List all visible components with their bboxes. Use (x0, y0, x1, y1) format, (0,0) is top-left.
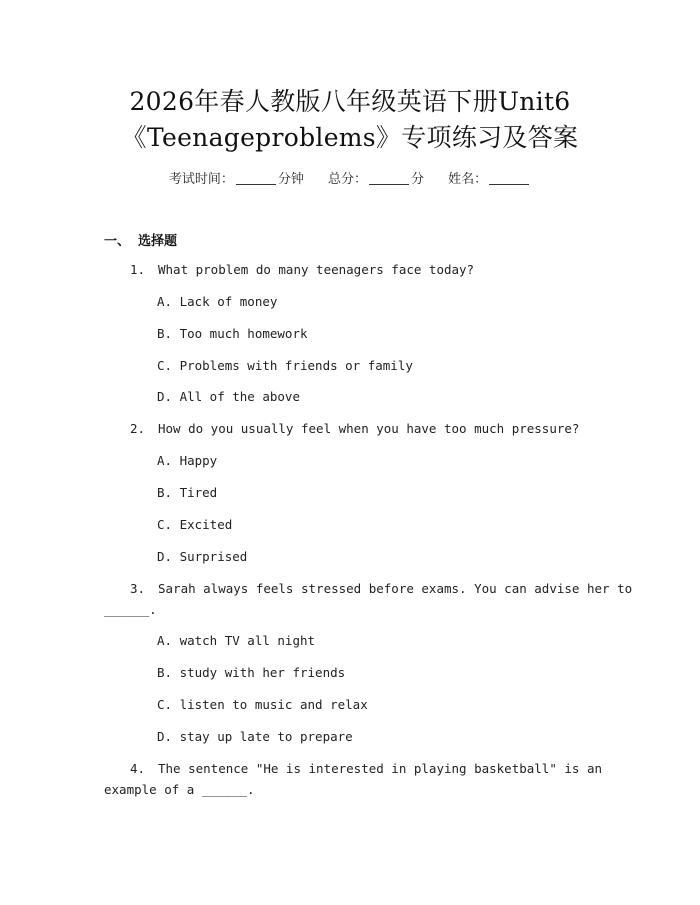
total-score-label: 总分： (327, 172, 367, 187)
exam-time-label: 考试时间： (168, 172, 234, 187)
option-1d: D. All of the above (157, 389, 300, 404)
option-1b: B. Too much homework (157, 326, 308, 341)
question-number: 1. (130, 262, 146, 277)
question-4-continuation: example of a ______. (104, 782, 255, 797)
section-number: 一、 (104, 234, 131, 249)
total-score-unit: 分 (411, 172, 425, 187)
option-1c: C. Problems with friends or family (157, 358, 413, 373)
total-score-blank (369, 172, 409, 185)
question-text: Sarah always feels stressed before exams. You can advise her to (158, 581, 633, 596)
page-title-line-1: 2026年春人教版八年级英语下册Unit6 (129, 87, 571, 116)
question-text: The sentence "He is interested in playing basketball" is an (158, 761, 603, 776)
page-title-line-2: 《Teenageproblems》专项练习及答案 (121, 123, 579, 152)
option-1a: A. Lack of money (157, 294, 278, 309)
question-3-continuation: ______. (104, 602, 157, 617)
exam-time-unit: 分钟 (277, 172, 304, 187)
question-2 (130, 421, 579, 437)
section-heading (104, 230, 177, 249)
question-number: 4. (130, 761, 146, 776)
name-blank (489, 172, 529, 185)
option-3b: B. study with her friends (157, 665, 346, 680)
exam-time-blank (236, 172, 276, 185)
name-label: 姓名： (448, 172, 488, 187)
question-3 (130, 581, 632, 597)
option-2c: C. Excited (157, 517, 233, 532)
option-2b: B. Tired (157, 485, 218, 500)
option-3d: D. stay up late to prepare (157, 729, 353, 744)
exam-time-field (169, 168, 304, 187)
question-1 (130, 262, 474, 278)
question-4 (130, 761, 602, 777)
question-number: 2. (130, 421, 146, 436)
option-2a: A. Happy (157, 453, 218, 468)
option-2d: D. Surprised (157, 549, 248, 564)
exam-info-row (0, 168, 700, 187)
question-text: How do you usually feel when you have too much pressure? (158, 421, 580, 436)
name-field (448, 168, 531, 187)
question-text: What problem do many teenagers face today? (158, 262, 475, 277)
option-3a: A. watch TV all night (157, 633, 316, 648)
section-title: 选择题 (138, 234, 178, 249)
question-number: 3. (130, 581, 146, 596)
option-3c: C. listen to music and relax (157, 697, 368, 712)
total-score-field (328, 168, 424, 187)
